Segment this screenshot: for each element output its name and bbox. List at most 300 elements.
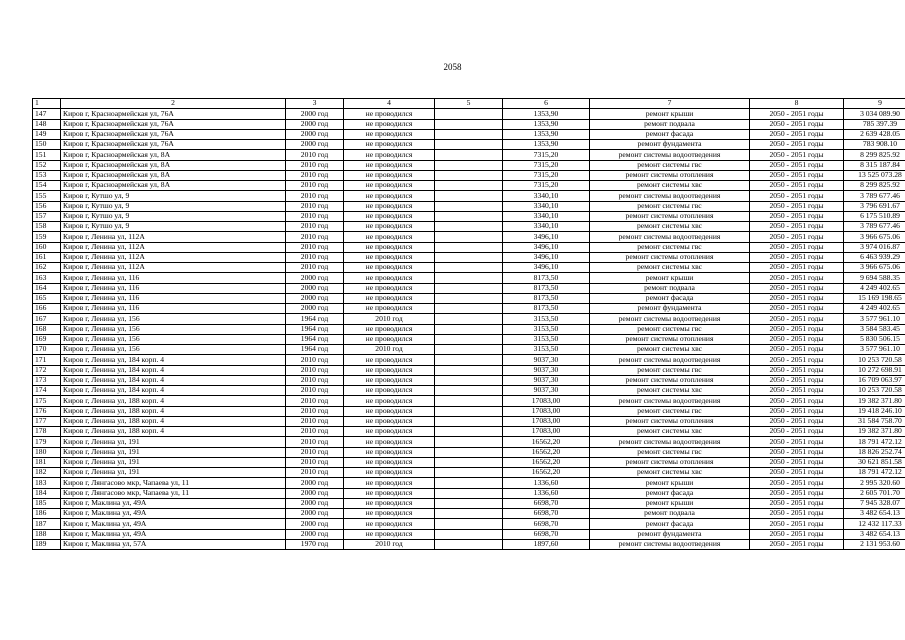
area-cell: 9037,30 <box>503 386 590 396</box>
cost-cell: 3 482 654.13 <box>844 529 905 539</box>
empty-cell <box>435 437 503 447</box>
commissioning-year-cell: 2010 год <box>286 150 344 160</box>
commissioning-year-cell: 2010 год <box>286 416 344 426</box>
table-row <box>33 406 905 416</box>
planned-period-cell: 2050 - 2051 годы <box>750 232 844 242</box>
work-type-cell: ремонт системы водоотведения <box>590 191 750 201</box>
table-row <box>33 170 905 180</box>
area-cell: 16562,20 <box>503 437 590 447</box>
cost-cell: 6 175 510.89 <box>844 211 905 221</box>
empty-cell <box>435 498 503 508</box>
table-row <box>33 519 905 529</box>
row-number-cell: 158 <box>33 222 61 232</box>
empty-cell <box>435 457 503 467</box>
empty-cell <box>435 386 503 396</box>
area-cell: 3153,50 <box>503 314 590 324</box>
cost-cell: 2 995 320.60 <box>844 478 905 488</box>
address-cell: Киров г, Ленина ул, 112А <box>61 263 286 273</box>
row-number-cell: 182 <box>33 468 61 478</box>
table-row <box>33 140 905 150</box>
table-row <box>33 539 905 549</box>
planned-period-cell: 2050 - 2051 годы <box>750 293 844 303</box>
area-cell: 1336,60 <box>503 488 590 498</box>
cost-cell: 2 605 701.70 <box>844 488 905 498</box>
commissioning-year-cell: 1964 год <box>286 324 344 334</box>
address-cell: Киров г, Ленина ул, 112А <box>61 232 286 242</box>
cost-cell: 3 789 677.46 <box>844 191 905 201</box>
empty-cell <box>435 468 503 478</box>
address-cell: Киров г, Кутшо ул, 9 <box>61 201 286 211</box>
cost-cell: 3 577 961.10 <box>844 345 905 355</box>
empty-cell <box>435 406 503 416</box>
planned-period-cell: 2050 - 2051 годы <box>750 416 844 426</box>
table-row <box>33 437 905 447</box>
work-type-cell: ремонт системы хвс <box>590 468 750 478</box>
row-number-cell: 159 <box>33 232 61 242</box>
area-cell: 17083,00 <box>503 427 590 437</box>
empty-cell <box>435 427 503 437</box>
work-type-cell: ремонт фундамента <box>590 140 750 150</box>
commissioning-year-cell: 2010 год <box>286 191 344 201</box>
table-row <box>33 160 905 170</box>
last-overhaul-year-cell: не проводился <box>344 170 435 180</box>
last-overhaul-year-cell: не проводился <box>344 140 435 150</box>
address-cell: Киров г, Ленина ул, 116 <box>61 304 286 314</box>
planned-period-cell: 2050 - 2051 годы <box>750 201 844 211</box>
planned-period-cell: 2050 - 2051 годы <box>750 447 844 457</box>
area-cell: 6698,70 <box>503 509 590 519</box>
commissioning-year-cell: 1970 год <box>286 539 344 549</box>
planned-period-cell: 2050 - 2051 годы <box>750 457 844 467</box>
commissioning-year-cell: 2000 год <box>286 140 344 150</box>
last-overhaul-year-cell: не проводился <box>344 293 435 303</box>
commissioning-year-cell: 1964 год <box>286 334 344 344</box>
work-type-cell: ремонт фасада <box>590 293 750 303</box>
planned-period-cell: 2050 - 2051 годы <box>750 109 844 119</box>
empty-cell <box>435 252 503 262</box>
area-cell: 3340,10 <box>503 191 590 201</box>
last-overhaul-year-cell: 2010 год <box>344 314 435 324</box>
commissioning-year-cell: 2010 год <box>286 222 344 232</box>
empty-cell <box>435 150 503 160</box>
empty-cell <box>435 263 503 273</box>
planned-period-cell: 2050 - 2051 годы <box>750 334 844 344</box>
last-overhaul-year-cell: не проводился <box>344 119 435 129</box>
table-row <box>33 201 905 211</box>
planned-period-cell: 2050 - 2051 годы <box>750 468 844 478</box>
area-cell: 9037,30 <box>503 355 590 365</box>
commissioning-year-cell: 2000 год <box>286 488 344 498</box>
area-cell: 1897,60 <box>503 539 590 549</box>
last-overhaul-year-cell: не проводился <box>344 386 435 396</box>
commissioning-year-cell: 2000 год <box>286 304 344 314</box>
empty-cell <box>435 129 503 139</box>
table-row <box>33 396 905 406</box>
work-type-cell: ремонт системы водоотведения <box>590 150 750 160</box>
cost-cell: 5 830 506.15 <box>844 334 905 344</box>
empty-cell <box>435 396 503 406</box>
column-number: 9 <box>844 99 905 109</box>
last-overhaul-year-cell: не проводился <box>344 365 435 375</box>
address-cell: Киров г, Кутшо ул, 9 <box>61 191 286 201</box>
last-overhaul-year-cell: не проводился <box>344 488 435 498</box>
empty-cell <box>435 478 503 488</box>
empty-cell <box>435 345 503 355</box>
table-row <box>33 365 905 375</box>
empty-cell <box>435 140 503 150</box>
last-overhaul-year-cell: не проводился <box>344 519 435 529</box>
last-overhaul-year-cell: не проводился <box>344 416 435 426</box>
empty-cell <box>435 160 503 170</box>
planned-period-cell: 2050 - 2051 годы <box>750 529 844 539</box>
planned-period-cell: 2050 - 2051 годы <box>750 211 844 221</box>
last-overhaul-year-cell: не проводился <box>344 242 435 252</box>
planned-period-cell: 2050 - 2051 годы <box>750 509 844 519</box>
planned-period-cell: 2050 - 2051 годы <box>750 519 844 529</box>
area-cell: 1353,90 <box>503 119 590 129</box>
table-row <box>33 232 905 242</box>
column-number: 4 <box>344 99 435 109</box>
empty-cell <box>435 273 503 283</box>
row-number-cell: 186 <box>33 509 61 519</box>
area-cell: 16562,20 <box>503 447 590 457</box>
table-row <box>33 468 905 478</box>
area-cell: 16562,20 <box>503 457 590 467</box>
empty-cell <box>435 509 503 519</box>
row-number-cell: 157 <box>33 211 61 221</box>
last-overhaul-year-cell: не проводился <box>344 304 435 314</box>
cost-cell: 3 789 677.46 <box>844 222 905 232</box>
row-number-cell: 166 <box>33 304 61 314</box>
address-cell: Киров г, Красноармейская ул, 76А <box>61 119 286 129</box>
row-number-cell: 180 <box>33 447 61 457</box>
planned-period-cell: 2050 - 2051 годы <box>750 263 844 273</box>
address-cell: Киров г, Ленина ул, 191 <box>61 437 286 447</box>
table-row <box>33 334 905 344</box>
area-cell: 16562,20 <box>503 468 590 478</box>
repair-schedule-table <box>32 98 905 550</box>
row-number-cell: 163 <box>33 273 61 283</box>
cost-cell: 6 463 939.29 <box>844 252 905 262</box>
area-cell: 3153,50 <box>503 324 590 334</box>
table-row <box>33 181 905 191</box>
area-cell: 1353,90 <box>503 129 590 139</box>
planned-period-cell: 2050 - 2051 годы <box>750 355 844 365</box>
work-type-cell: ремонт системы водоотведения <box>590 539 750 549</box>
row-number-cell: 152 <box>33 160 61 170</box>
row-number-cell: 164 <box>33 283 61 293</box>
commissioning-year-cell: 2010 год <box>286 457 344 467</box>
commissioning-year-cell: 2000 год <box>286 109 344 119</box>
table-row <box>33 129 905 139</box>
commissioning-year-cell: 2010 год <box>286 427 344 437</box>
column-number: 8 <box>750 99 844 109</box>
planned-period-cell: 2050 - 2051 годы <box>750 150 844 160</box>
empty-cell <box>435 488 503 498</box>
row-number-cell: 176 <box>33 406 61 416</box>
empty-cell <box>435 519 503 529</box>
cost-cell: 3 482 654.13 <box>844 509 905 519</box>
area-cell: 3496,10 <box>503 263 590 273</box>
area-cell: 1336,60 <box>503 478 590 488</box>
address-cell: Киров г, Ленина ул, 184 корп. 4 <box>61 365 286 375</box>
planned-period-cell: 2050 - 2051 годы <box>750 181 844 191</box>
empty-cell <box>435 242 503 252</box>
cost-cell: 12 432 117.33 <box>844 519 905 529</box>
work-type-cell: ремонт системы водоотведения <box>590 355 750 365</box>
empty-cell <box>435 314 503 324</box>
cost-cell: 783 908.10 <box>844 140 905 150</box>
area-cell: 8173,50 <box>503 283 590 293</box>
table-row <box>33 252 905 262</box>
empty-cell <box>435 447 503 457</box>
area-cell: 7315,20 <box>503 170 590 180</box>
address-cell: Киров г, Ленина ул, 116 <box>61 273 286 283</box>
last-overhaul-year-cell: не проводился <box>344 211 435 221</box>
last-overhaul-year-cell: не проводился <box>344 355 435 365</box>
address-cell: Киров г, Красноармейская ул, 8А <box>61 150 286 160</box>
planned-period-cell: 2050 - 2051 годы <box>750 365 844 375</box>
area-cell: 17083,00 <box>503 416 590 426</box>
last-overhaul-year-cell: не проводился <box>344 263 435 273</box>
table-row <box>33 416 905 426</box>
address-cell: Киров г, Ленина ул, 156 <box>61 345 286 355</box>
address-cell: Киров г, Ленина ул, 188 корп. 4 <box>61 396 286 406</box>
work-type-cell: ремонт фундамента <box>590 304 750 314</box>
commissioning-year-cell: 2010 год <box>286 201 344 211</box>
area-cell: 6698,70 <box>503 529 590 539</box>
row-number-cell: 147 <box>33 109 61 119</box>
area-cell: 17083,00 <box>503 406 590 416</box>
cost-cell: 16 709 063.97 <box>844 375 905 385</box>
table-row <box>33 314 905 324</box>
empty-cell <box>435 324 503 334</box>
work-type-cell: ремонт системы водоотведения <box>590 396 750 406</box>
cost-cell: 30 621 851.58 <box>844 457 905 467</box>
row-number-cell: 148 <box>33 119 61 129</box>
last-overhaul-year-cell: не проводился <box>344 283 435 293</box>
row-number-cell: 189 <box>33 539 61 549</box>
commissioning-year-cell: 2010 год <box>286 252 344 262</box>
planned-period-cell: 2050 - 2051 годы <box>750 129 844 139</box>
work-type-cell: ремонт системы отопления <box>590 334 750 344</box>
row-number-cell: 184 <box>33 488 61 498</box>
address-cell: Киров г, Ленина ул, 188 корп. 4 <box>61 406 286 416</box>
cost-cell: 785 397.39 <box>844 119 905 129</box>
commissioning-year-cell: 2010 год <box>286 437 344 447</box>
area-cell: 7315,20 <box>503 181 590 191</box>
work-type-cell: ремонт подвала <box>590 119 750 129</box>
address-cell: Киров г, Кутшо ул, 9 <box>61 222 286 232</box>
address-cell: Киров г, Ленина ул, 191 <box>61 457 286 467</box>
last-overhaul-year-cell: не проводился <box>344 150 435 160</box>
address-cell: Киров г, Ленина ул, 156 <box>61 314 286 324</box>
row-number-cell: 178 <box>33 427 61 437</box>
address-cell: Киров г, Маклина ул, 57А <box>61 539 286 549</box>
cost-cell: 3 974 016.87 <box>844 242 905 252</box>
commissioning-year-cell: 2000 год <box>286 498 344 508</box>
cost-cell: 8 315 187.84 <box>844 160 905 170</box>
work-type-cell: ремонт системы хвс <box>590 427 750 437</box>
work-type-cell: ремонт системы хвс <box>590 181 750 191</box>
last-overhaul-year-cell: не проводился <box>344 109 435 119</box>
table-row <box>33 427 905 437</box>
column-number: 7 <box>590 99 750 109</box>
cost-cell: 4 249 402.65 <box>844 304 905 314</box>
column-number: 5 <box>435 99 503 109</box>
area-cell: 3153,50 <box>503 345 590 355</box>
column-number: 2 <box>61 99 286 109</box>
area-cell: 3340,10 <box>503 201 590 211</box>
empty-cell <box>435 181 503 191</box>
planned-period-cell: 2050 - 2051 годы <box>750 160 844 170</box>
row-number-cell: 172 <box>33 365 61 375</box>
cost-cell: 2 639 428.05 <box>844 129 905 139</box>
last-overhaul-year-cell: не проводился <box>344 232 435 242</box>
commissioning-year-cell: 2000 год <box>286 129 344 139</box>
row-number-cell: 173 <box>33 375 61 385</box>
table-row <box>33 191 905 201</box>
work-type-cell: ремонт крыши <box>590 273 750 283</box>
work-type-cell: ремонт системы отопления <box>590 416 750 426</box>
planned-period-cell: 2050 - 2051 годы <box>750 304 844 314</box>
work-type-cell: ремонт фундамента <box>590 529 750 539</box>
cost-cell: 18 791 472.12 <box>844 437 905 447</box>
row-number-cell: 177 <box>33 416 61 426</box>
last-overhaul-year-cell: не проводился <box>344 529 435 539</box>
planned-period-cell: 2050 - 2051 годы <box>750 437 844 447</box>
area-cell: 1353,90 <box>503 140 590 150</box>
work-type-cell: ремонт фасада <box>590 488 750 498</box>
cost-cell: 8 299 825.92 <box>844 181 905 191</box>
empty-cell <box>435 416 503 426</box>
work-type-cell: ремонт системы хвс <box>590 386 750 396</box>
row-number-cell: 188 <box>33 529 61 539</box>
last-overhaul-year-cell: не проводился <box>344 468 435 478</box>
column-number: 1 <box>33 99 61 109</box>
last-overhaul-year-cell: не проводился <box>344 396 435 406</box>
commissioning-year-cell: 2010 год <box>286 386 344 396</box>
last-overhaul-year-cell: не проводился <box>344 160 435 170</box>
last-overhaul-year-cell: не проводился <box>344 406 435 416</box>
table-row <box>33 109 905 119</box>
work-type-cell: ремонт системы гвс <box>590 201 750 211</box>
row-number-cell: 156 <box>33 201 61 211</box>
planned-period-cell: 2050 - 2051 годы <box>750 314 844 324</box>
work-type-cell: ремонт системы гвс <box>590 160 750 170</box>
table-row <box>33 345 905 355</box>
planned-period-cell: 2050 - 2051 годы <box>750 539 844 549</box>
work-type-cell: ремонт системы водоотведения <box>590 232 750 242</box>
cost-cell: 3 966 675.06 <box>844 263 905 273</box>
address-cell: Киров г, Ленина ул, 156 <box>61 334 286 344</box>
commissioning-year-cell: 2010 год <box>286 447 344 457</box>
cost-cell: 19 418 246.10 <box>844 406 905 416</box>
work-type-cell: ремонт системы гвс <box>590 447 750 457</box>
address-cell: Киров г, Кутшо ул, 9 <box>61 211 286 221</box>
column-number: 3 <box>286 99 344 109</box>
last-overhaul-year-cell: не проводился <box>344 498 435 508</box>
row-number-cell: 155 <box>33 191 61 201</box>
table-row <box>33 447 905 457</box>
area-cell: 1353,90 <box>503 109 590 119</box>
address-cell: Киров г, Ленина ул, 191 <box>61 447 286 457</box>
address-cell: Киров г, Ленина ул, 191 <box>61 468 286 478</box>
work-type-cell: ремонт системы отопления <box>590 170 750 180</box>
cost-cell: 15 169 198.65 <box>844 293 905 303</box>
column-number: 6 <box>503 99 590 109</box>
address-cell: Киров г, Красноармейская ул, 8А <box>61 160 286 170</box>
address-cell: Киров г, Красноармейская ул, 8А <box>61 170 286 180</box>
cost-cell: 4 249 402.65 <box>844 283 905 293</box>
work-type-cell: ремонт крыши <box>590 478 750 488</box>
empty-cell <box>435 304 503 314</box>
last-overhaul-year-cell: не проводился <box>344 437 435 447</box>
cost-cell: 10 272 698.91 <box>844 365 905 375</box>
planned-period-cell: 2050 - 2051 годы <box>750 396 844 406</box>
last-overhaul-year-cell: не проводился <box>344 375 435 385</box>
work-type-cell: ремонт подвала <box>590 283 750 293</box>
work-type-cell: ремонт системы отопления <box>590 211 750 221</box>
table-row <box>33 119 905 129</box>
commissioning-year-cell: 2000 год <box>286 529 344 539</box>
area-cell: 6698,70 <box>503 498 590 508</box>
table-row <box>33 498 905 508</box>
empty-cell <box>435 293 503 303</box>
planned-period-cell: 2050 - 2051 годы <box>750 427 844 437</box>
table-row <box>33 283 905 293</box>
empty-cell <box>435 191 503 201</box>
last-overhaul-year-cell: не проводился <box>344 478 435 488</box>
empty-cell <box>435 201 503 211</box>
row-number-cell: 169 <box>33 334 61 344</box>
cost-cell: 3 584 583.45 <box>844 324 905 334</box>
commissioning-year-cell: 2010 год <box>286 396 344 406</box>
empty-cell <box>435 119 503 129</box>
commissioning-year-cell: 1964 год <box>286 345 344 355</box>
work-type-cell: ремонт системы гвс <box>590 324 750 334</box>
last-overhaul-year-cell: не проводился <box>344 222 435 232</box>
work-type-cell: ремонт системы хвс <box>590 222 750 232</box>
address-cell: Киров г, Ленина ул, 116 <box>61 283 286 293</box>
commissioning-year-cell: 2010 год <box>286 181 344 191</box>
commissioning-year-cell: 2000 год <box>286 293 344 303</box>
empty-cell <box>435 529 503 539</box>
table-row <box>33 375 905 385</box>
last-overhaul-year-cell: не проводился <box>344 324 435 334</box>
work-type-cell: ремонт системы отопления <box>590 457 750 467</box>
last-overhaul-year-cell: не проводился <box>344 201 435 211</box>
work-type-cell: ремонт фасада <box>590 519 750 529</box>
page-number: 2058 <box>443 62 462 72</box>
area-cell: 6698,70 <box>503 519 590 529</box>
row-number-cell: 149 <box>33 129 61 139</box>
row-number-cell: 165 <box>33 293 61 303</box>
planned-period-cell: 2050 - 2051 годы <box>750 324 844 334</box>
table-row <box>33 509 905 519</box>
planned-period-cell: 2050 - 2051 годы <box>750 406 844 416</box>
area-cell: 9037,30 <box>503 375 590 385</box>
area-cell: 3496,10 <box>503 232 590 242</box>
work-type-cell: ремонт системы отопления <box>590 375 750 385</box>
commissioning-year-cell: 2010 год <box>286 406 344 416</box>
last-overhaul-year-cell: 2010 год <box>344 539 435 549</box>
cost-cell: 9 694 588.35 <box>844 273 905 283</box>
commissioning-year-cell: 2010 год <box>286 375 344 385</box>
planned-period-cell: 2050 - 2051 годы <box>750 222 844 232</box>
work-type-cell: ремонт системы отопления <box>590 252 750 262</box>
last-overhaul-year-cell: не проводился <box>344 181 435 191</box>
